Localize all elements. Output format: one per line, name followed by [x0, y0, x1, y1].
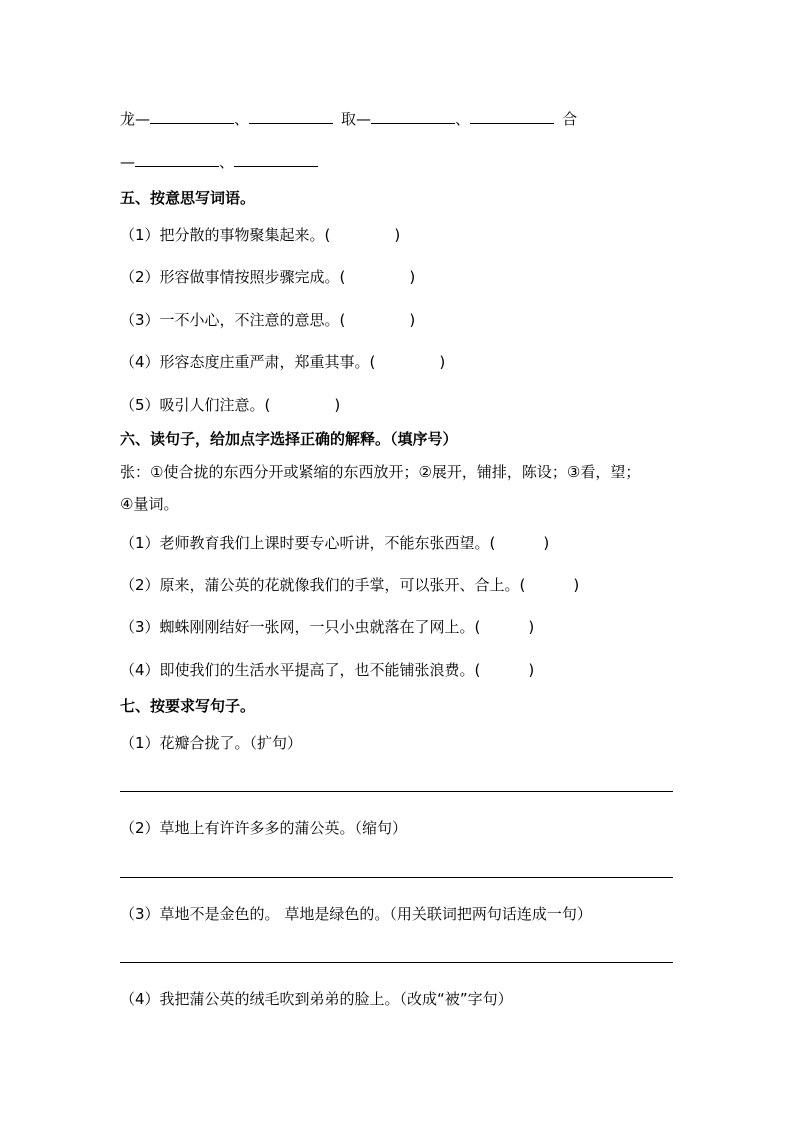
answer-line[interactable] — [120, 877, 673, 878]
answer-blank[interactable] — [470, 107, 554, 124]
separator: 、 — [234, 110, 250, 128]
char-he: 合 — [562, 110, 578, 128]
s7-item-4: （4）我把蒲公英的绒毛吹到弟弟的脸上。（改成“被”字句） — [120, 990, 513, 1008]
separator: 、 — [455, 110, 471, 128]
zhang-definitions: 张：①使合拢的东西分开或紧缩的东西放开；②展开，铺排，陈设；③看，望； — [120, 463, 641, 481]
answer-blank[interactable] — [234, 150, 318, 167]
s7-item-3: （3）草地不是金色的。 草地是绿色的。（用关联词把两句话连成一句） — [120, 905, 592, 923]
s5-item-2: （2）形容做事情按照步骤完成。( ) — [120, 268, 416, 286]
section-7-heading: 七、按要求写句子。 — [120, 697, 256, 715]
answer-blank[interactable] — [150, 107, 234, 124]
s6-item-4: （4）即使我们的生活水平提高了，也不能铺张浪费。( ) — [120, 661, 535, 679]
s6-item-1: （1）老师教育我们上课时要专心听讲，不能东张西望。( ) — [120, 534, 550, 552]
answer-line[interactable] — [120, 962, 673, 963]
word-fill-row-1 — [120, 107, 577, 130]
section-6-heading: 六、读句子，给加点字选择正确的解释。（填序号） — [120, 430, 458, 448]
dash: — — [120, 153, 135, 171]
s5-item-1: （1）把分散的事物聚集起来。( ) — [120, 226, 401, 244]
s5-item-5: （5）吸引人们注意。( ) — [120, 396, 341, 414]
word-fill-row-2 — [120, 150, 318, 173]
separator: 、 — [219, 153, 235, 171]
s5-item-3: （3）一不小心，不注意的意思。( ) — [120, 311, 416, 329]
char-long: 龙— — [120, 110, 151, 128]
s7-item-1: （1）花瓣合拢了。（扩句） — [120, 734, 303, 752]
answer-blank[interactable] — [249, 107, 333, 124]
answer-blank[interactable] — [371, 107, 455, 124]
s6-item-3: （3）蜘蛛刚刚结好一张网，一只小虫就落在了网上。( ) — [120, 618, 535, 636]
s7-item-2: （2）草地上有许许多多的蒲公英。（缩句） — [120, 819, 408, 837]
answer-blank[interactable] — [135, 150, 219, 167]
zhang-definitions-cont: ④量词。 — [120, 495, 179, 513]
answer-line[interactable] — [120, 791, 673, 792]
section-5-heading: 五、按意思写词语。 — [120, 189, 256, 207]
s6-item-2: （2）原来，蒲公英的花就像我们的手掌，可以张开、合上。( ) — [120, 576, 580, 594]
s5-item-4: （4）形容态度庄重严肃，郑重其事。( ) — [120, 353, 446, 371]
char-qu: 取— — [341, 110, 372, 128]
